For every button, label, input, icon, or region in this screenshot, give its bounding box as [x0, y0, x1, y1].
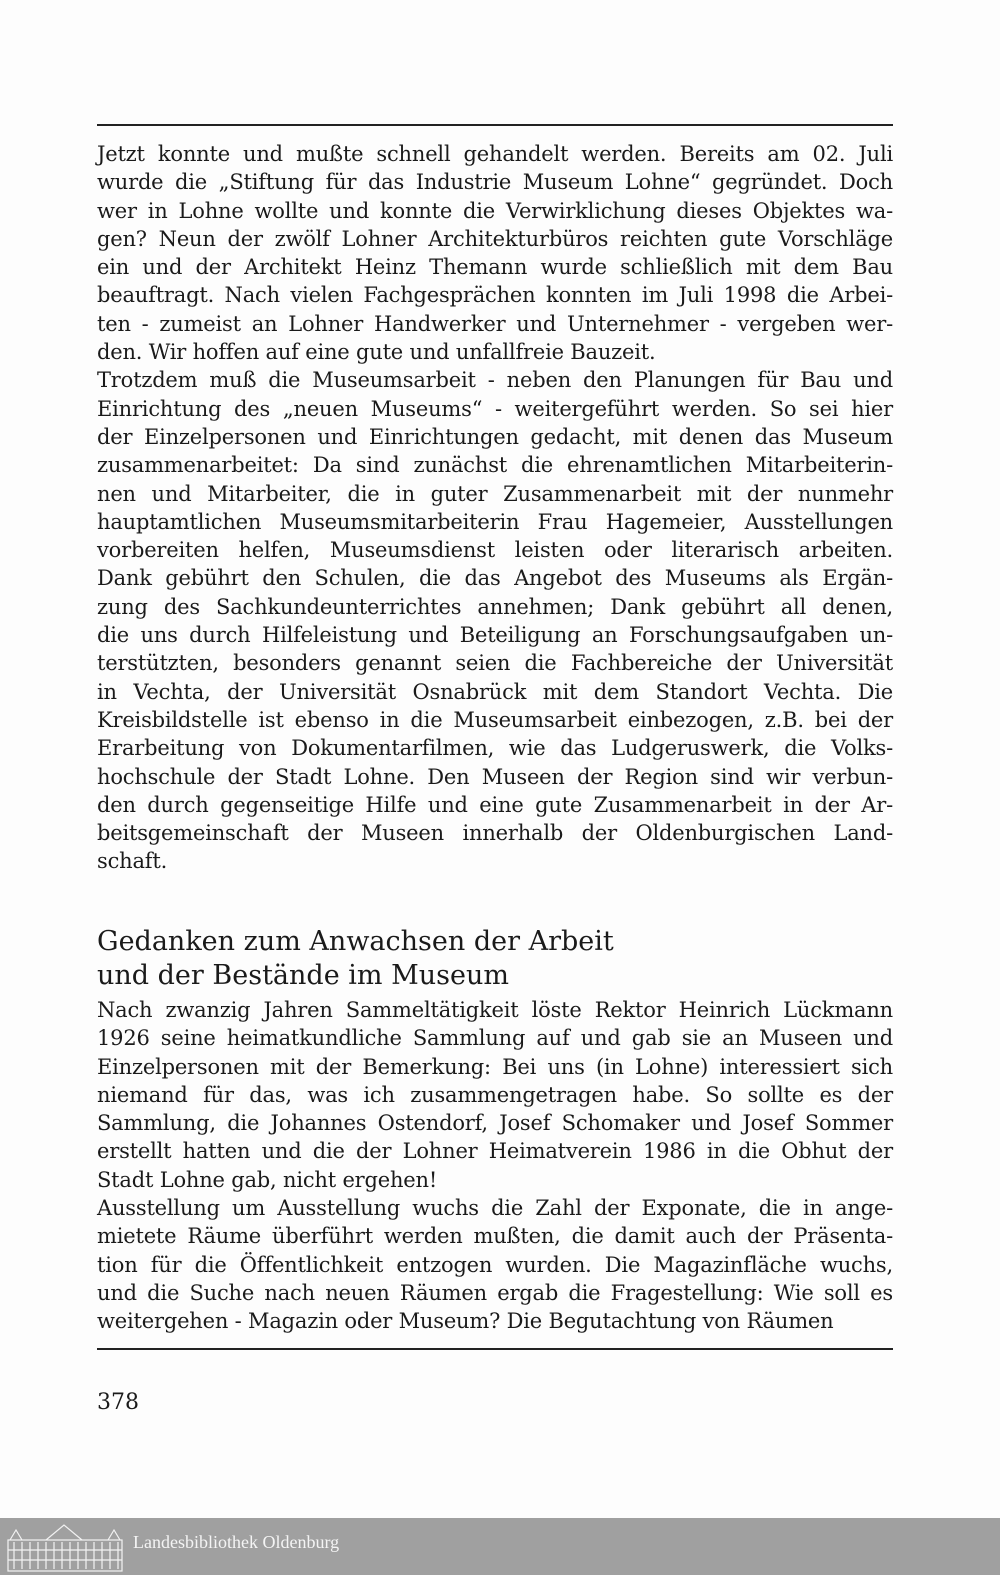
text-line: wurde die „Stiftung für das Industrie Museum Lohne“ gegründet. Doch: [97, 170, 893, 195]
text-line: und der Bestände im Museum: [97, 960, 509, 991]
text-line: beitsgemeinschaft der Museen innerhalb der Oldenburgischen Land-: [97, 821, 893, 846]
text-line: gen? Neun der zwölf Lohner Architekturbüros reichten gute Vorschläge: [97, 226, 893, 251]
text-line: Stadt Lohne gab, nicht ergehen!: [97, 1167, 438, 1192]
text-line: den durch gegenseitige Hilfe und eine gute Zusammenarbeit in der Ar-: [97, 792, 893, 817]
library-footer-bar: [0, 1518, 1000, 1575]
text-line: hochschule der Stadt Lohne. Den Museen der Region sind wir verbun-: [97, 764, 893, 789]
text-line: Einzelpersonen mit der Bemerkung: Bei uns (in Lohne) interessiert sich: [97, 1054, 893, 1079]
text-line: und die Suche nach neuen Räumen ergab die Fragestellung: Wie soll es: [97, 1280, 893, 1305]
text-line: Erarbeitung von Dokumentarfilmen, wie das Ludgeruswerk, die Volks-: [97, 736, 893, 761]
section-heading: [97, 925, 893, 993]
text-line: den. Wir hoffen auf eine gute und unfallfreie Bauzeit.: [97, 340, 656, 365]
text-line: Kreisbildstelle ist ebenso in die Museumsarbeit einbezogen, z.B. bei der: [97, 707, 893, 732]
text-line: mietete Räume überführt werden mußten, die damit auch der Präsenta-: [97, 1224, 893, 1249]
text-line: weitergehen - Magazin oder Museum? Die Begutachtung von Räumen: [97, 1309, 834, 1334]
text-line: Ausstellung um Ausstellung wuchs die Zahl der Exponate, die in ange-: [97, 1196, 893, 1221]
page-number: 378: [97, 1390, 139, 1415]
text-line: beauftragt. Nach vielen Fachgesprächen konnten im Juli 1998 die Arbei-: [97, 283, 893, 308]
text-line: zung des Sachkundeunterrichtes annehmen; Dank gebührt all denen,: [97, 594, 893, 619]
text-line: 1926 seine heimatkundliche Sammlung auf und gab sie an Museen und: [97, 1026, 893, 1051]
text-line: vorbereiten helfen, Museumsdienst leisten oder literarisch arbeiten.: [97, 538, 893, 563]
text-line: tion für die Öffentlichkeit entzogen wurden. Die Magazinfläche wuchs,: [97, 1252, 893, 1277]
text-line: ten - zumeist an Lohner Handwerker und Unternehmer - vergeben wer-: [97, 311, 893, 336]
text-line: terstützten, besonders genannt seien die Fachbereiche der Universität: [97, 651, 893, 676]
text-line: Jetzt konnte und mußte schnell gehandelt werden. Bereits am 02. Juli: [97, 142, 893, 166]
text-line: niemand für das, was ich zusammengetragen habe. So sollte es der: [97, 1082, 893, 1107]
text-line: Dank gebührt den Schulen, die das Angebot des Museums als Ergän-: [97, 566, 893, 591]
text-line: wer in Lohne wollte und konnte die Verwirklichung dieses Objektes wa-: [97, 198, 893, 223]
text-line: ein und der Architekt Heinz Themann wurde schließlich mit dem Bau: [97, 255, 893, 280]
text-line: in Vechta, der Universität Osnabrück mit dem Standort Vechta. Die: [97, 679, 893, 704]
library-name: Landesbibliothek Oldenburg: [133, 1532, 340, 1552]
text-line: der Einzelpersonen und Einrichtungen gedacht, mit denen das Museum: [97, 424, 893, 449]
body-text-bottom: [97, 996, 893, 1336]
text-line: hauptamtlichen Museumsmitarbeiterin Frau Hagemeier, Ausstellungen: [97, 509, 893, 534]
text-line: Sammlung, die Johannes Ostendorf, Josef Schomaker und Josef Sommer: [97, 1111, 893, 1136]
bottom-rule: [97, 1348, 893, 1350]
text-line: die uns durch Hilfeleistung und Beteiligung an Forschungsaufgaben un-: [97, 623, 893, 648]
text-line: Trotzdem muß die Museumsarbeit - neben den Planungen für Bau und: [97, 368, 893, 393]
body-text-top: [97, 140, 893, 876]
text-line: Nach zwanzig Jahren Sammeltätigkeit löste Rektor Heinrich Lückmann: [97, 998, 893, 1022]
text-line: Gedanken zum Anwachsen der Arbeit: [97, 926, 614, 957]
text-line: schaft.: [97, 849, 168, 874]
text-line: nen und Mitarbeiter, die in guter Zusammenarbeit mit der nunmehr: [97, 481, 893, 506]
library-building-logo-icon: [6, 1522, 124, 1572]
text-line: erstellt hatten und die der Lohner Heimatverein 1986 in die Obhut der: [97, 1139, 893, 1164]
text-line: zusammenarbeitet: Da sind zunächst die ehrenamtlichen Mitarbeiterin-: [97, 453, 893, 478]
top-rule: [97, 124, 893, 126]
text-line: Einrichtung des „neuen Museums“ - weitergeführt werden. So sei hier: [97, 396, 893, 421]
